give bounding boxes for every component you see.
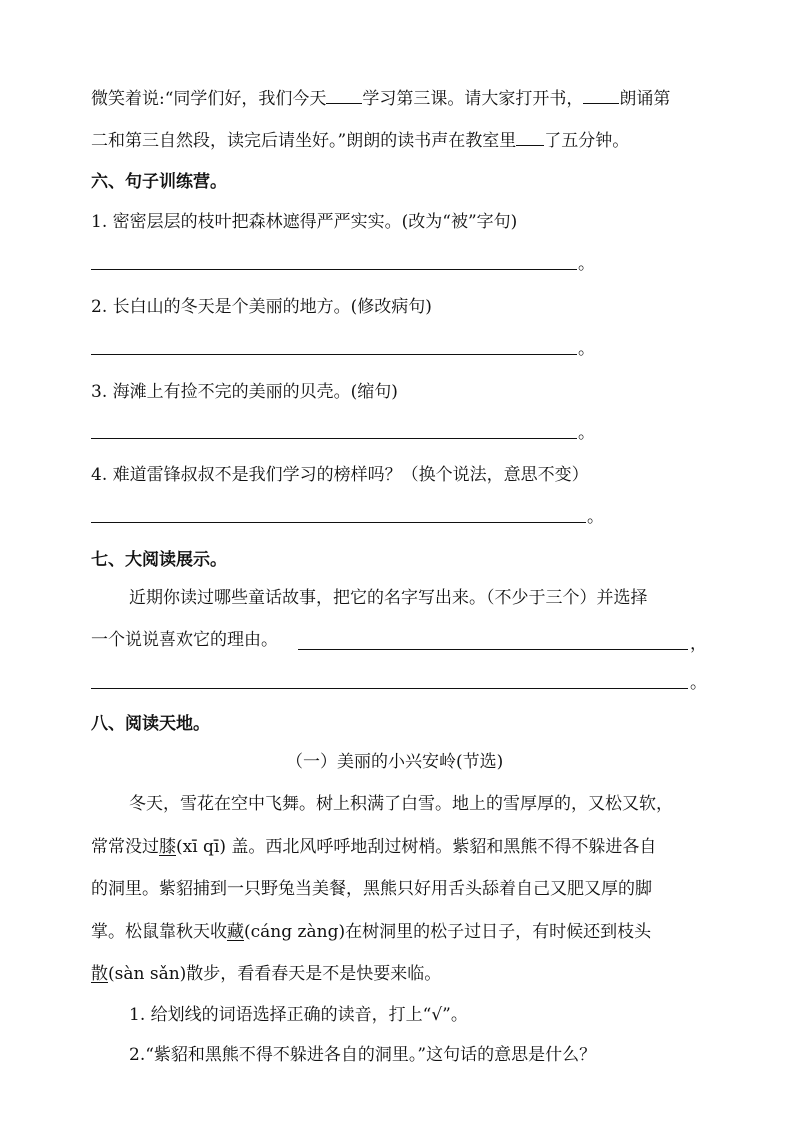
passage-line-4 bbox=[91, 920, 651, 944]
period-mark: 。 bbox=[578, 254, 595, 274]
section-8-heading: 八、阅读天地。 bbox=[91, 714, 210, 734]
section-6-heading: 六、句子训练营。 bbox=[91, 172, 227, 192]
passage-title: （一）美丽的小兴安岭(节选) bbox=[286, 752, 504, 772]
answer-line[interactable] bbox=[298, 648, 688, 650]
fill-blank[interactable] bbox=[516, 128, 544, 146]
intro-text: 朗诵第 bbox=[619, 89, 671, 109]
period-mark: 。 bbox=[578, 339, 595, 359]
question-8-2: 2.“紫貂和黑熊不得不躲进各自的洞里。”这句话的意思是什么？ bbox=[129, 1045, 597, 1065]
passage-line-1: 冬天，雪花在空中飞舞。树上积满了白雪。地上的雪厚厚的，又松又软， bbox=[129, 794, 673, 814]
answer-line[interactable] bbox=[91, 437, 577, 439]
section-7-heading: 七、大阅读展示。 bbox=[91, 550, 227, 570]
question-6-1: 1. 密密层层的枝叶把森林遮得严严实实。(改为“被”字句) bbox=[91, 212, 518, 232]
question-6-2: 2. 长白山的冬天是个美丽的地方。(修改病句) bbox=[91, 297, 432, 317]
answer-line[interactable] bbox=[91, 521, 586, 523]
section-7-para-2: 一个说说喜欢它的理由。 bbox=[91, 630, 278, 650]
answer-line[interactable] bbox=[91, 687, 688, 689]
passage-text: 掌。松鼠靠秋天收 bbox=[91, 922, 227, 942]
question-6-3: 3. 海滩上有捡不完的美丽的贝壳。(缩句) bbox=[91, 382, 398, 402]
intro-text: 二和第三自然段，读完后请坐好。”朗朗的读书声在教室里 bbox=[91, 131, 517, 151]
passage-text: 常常没过 bbox=[91, 837, 159, 857]
fill-blank[interactable] bbox=[583, 86, 619, 104]
intro-text: 学习第三课。请大家打开书， bbox=[362, 89, 584, 109]
passage-line-5 bbox=[91, 962, 441, 986]
intro-text: 了五分钟。 bbox=[544, 131, 630, 151]
passage-text: (sàn sǎn)散步，看看春天是不是快要来临。 bbox=[108, 964, 442, 984]
question-6-4: 4. 难道雷锋叔叔不是我们学习的榜样吗？（换个说法，意思不变） bbox=[91, 465, 589, 485]
underlined-word: 藏 bbox=[227, 922, 244, 942]
period-mark: 。 bbox=[690, 673, 707, 693]
answer-line[interactable] bbox=[91, 268, 577, 270]
passage-line-3: 的洞里。紫貂捕到一只野兔当美餐，黑熊只好用舌头舔着自己又肥又厚的脚 bbox=[91, 879, 652, 899]
intro-line-2 bbox=[91, 128, 629, 153]
intro-line-1 bbox=[91, 86, 670, 111]
passage-line-2 bbox=[91, 835, 656, 859]
underlined-word: 膝 bbox=[159, 837, 176, 857]
passage-text: (cáng zàng)在树洞里的松子过日子，有时候还到枝头 bbox=[244, 922, 652, 942]
comma-mark: ， bbox=[690, 634, 707, 654]
question-8-1: 1. 给划线的词语选择正确的读音，打上“√”。 bbox=[129, 1005, 468, 1025]
intro-text: 微笑着说:“同学们好，我们今天 bbox=[91, 89, 327, 109]
period-mark: 。 bbox=[587, 507, 604, 527]
answer-line[interactable] bbox=[91, 353, 577, 355]
passage-text: (xī qī) 盖。西北风呼呼地刮过树梢。紫貂和黑熊不得不躲进各自 bbox=[176, 837, 657, 857]
underlined-word: 散 bbox=[91, 964, 108, 984]
period-mark: 。 bbox=[578, 423, 595, 443]
fill-blank[interactable] bbox=[326, 86, 362, 104]
section-7-para-1: 近期你读过哪些童话故事，把它的名字写出来。（不少于三个）并选择 bbox=[129, 588, 648, 608]
